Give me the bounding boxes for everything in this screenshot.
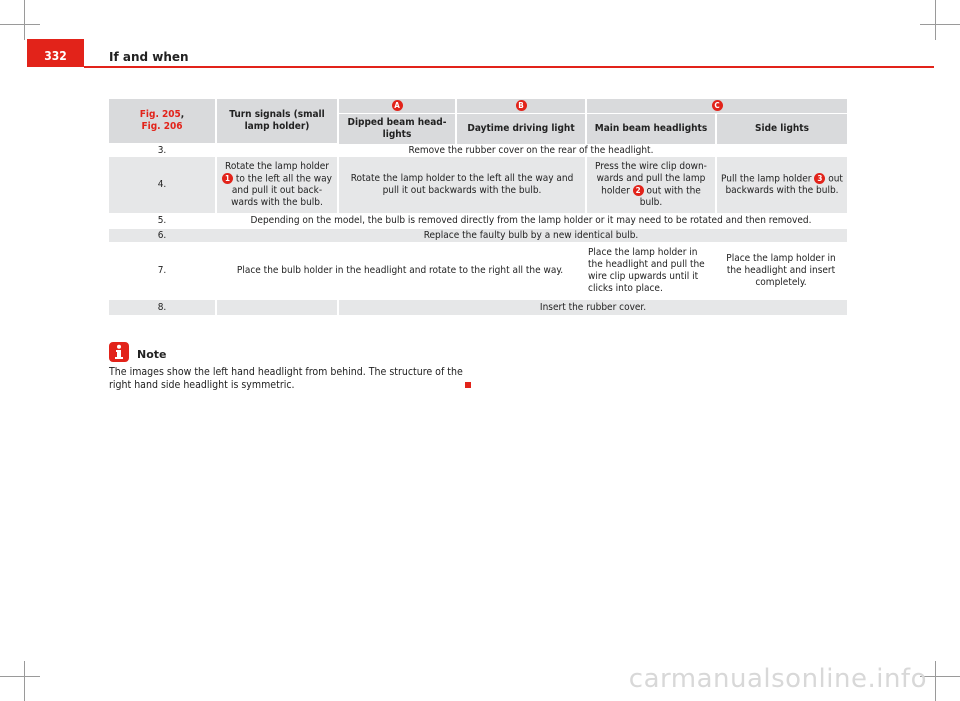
label-c-icon: C: [712, 100, 723, 111]
step-number: 3.: [109, 144, 215, 157]
label-b-icon: B: [516, 100, 527, 111]
crop-mark: [935, 661, 936, 701]
step-text: Remove the rubber cover on the rear of the headlight.: [215, 144, 847, 157]
watermark: carmanualsonline.info: [628, 664, 927, 694]
group-label-a: [337, 99, 455, 114]
bulb-replacement-table: [109, 99, 847, 315]
page-number: 332: [27, 39, 84, 67]
step-number: 5.: [109, 213, 215, 229]
column-header-turn-signals: Turn signals (small lamp holder): [215, 99, 337, 144]
table-row: [109, 144, 847, 157]
empty-cell: [215, 300, 337, 315]
ref-2-icon: 2: [633, 185, 644, 196]
table-row: [109, 300, 847, 315]
column-header-side-lights: Side lights: [715, 114, 847, 144]
step-number: 8.: [109, 300, 215, 315]
column-header-main-beam: Main beam headlights: [585, 114, 715, 144]
step-text: Insert the rubber cover.: [337, 300, 847, 315]
step-text-side-lights: Place the lamp holder in the headlight and insert completely.: [715, 242, 847, 300]
crop-mark: [0, 676, 40, 677]
end-of-section-mark: [465, 382, 471, 388]
figure-reference[interactable]: Fig. 205, Fig. 206: [139, 109, 185, 132]
step-text-turn-signals: Rotate the lamp holder 1 to the left all the way and pull it out back-wards with the bulb.: [215, 157, 337, 213]
step-text-dipped-daytime: Rotate the lamp holder to the left all the way and pull it out backwards with the bulb.: [337, 157, 585, 213]
step-text: Depending on the model, the bulb is removed directly from the lamp holder or it may need to be rotated and then removed.: [215, 213, 847, 229]
note-heading: Note: [137, 348, 167, 361]
step-text-main-beam: Place the lamp holder in the headlight and pull the wire clip upwards until it clicks into place.: [585, 242, 715, 300]
table-row: [109, 242, 847, 300]
info-glyph-icon: [112, 344, 126, 360]
header-rule: [84, 66, 934, 68]
step-text: Replace the faulty bulb by a new identical bulb.: [215, 229, 847, 242]
table-row: [109, 213, 847, 229]
ref-3-icon: 3: [814, 173, 825, 184]
note-text: The images show the left hand headlight from behind. The structure of the right hand side headlight is symmetric.: [109, 366, 463, 391]
step-text-main-beam: Press the wire clip down-wards and pull the lamp holder 2 out with the bulb.: [585, 157, 715, 213]
crop-mark: [920, 24, 960, 25]
table-row: [109, 229, 847, 242]
step-text-wide: Place the bulb holder in the headlight and rotate to the right all the way.: [215, 242, 585, 300]
group-label-c: [585, 99, 847, 114]
crop-mark: [24, 661, 25, 701]
crop-mark: [24, 0, 25, 40]
info-icon: [109, 342, 129, 362]
page-title: If and when: [109, 50, 189, 64]
column-header-dipped-beam: Dipped beam head-lights: [337, 114, 455, 144]
step-number: 6.: [109, 229, 215, 242]
crop-mark: [935, 0, 936, 40]
table-row: [109, 157, 847, 213]
label-a-icon: A: [392, 100, 403, 111]
step-text-side-lights: Pull the lamp holder 3 out backwards with the bulb.: [715, 157, 847, 213]
crop-mark: [0, 24, 40, 25]
step-number: 4.: [109, 157, 215, 213]
step-number: 7.: [109, 242, 215, 300]
figure-reference-cell: [109, 99, 215, 144]
column-header-daytime: Daytime driving light: [455, 114, 585, 144]
ref-1-icon: 1: [222, 173, 233, 184]
group-label-b: [455, 99, 585, 114]
